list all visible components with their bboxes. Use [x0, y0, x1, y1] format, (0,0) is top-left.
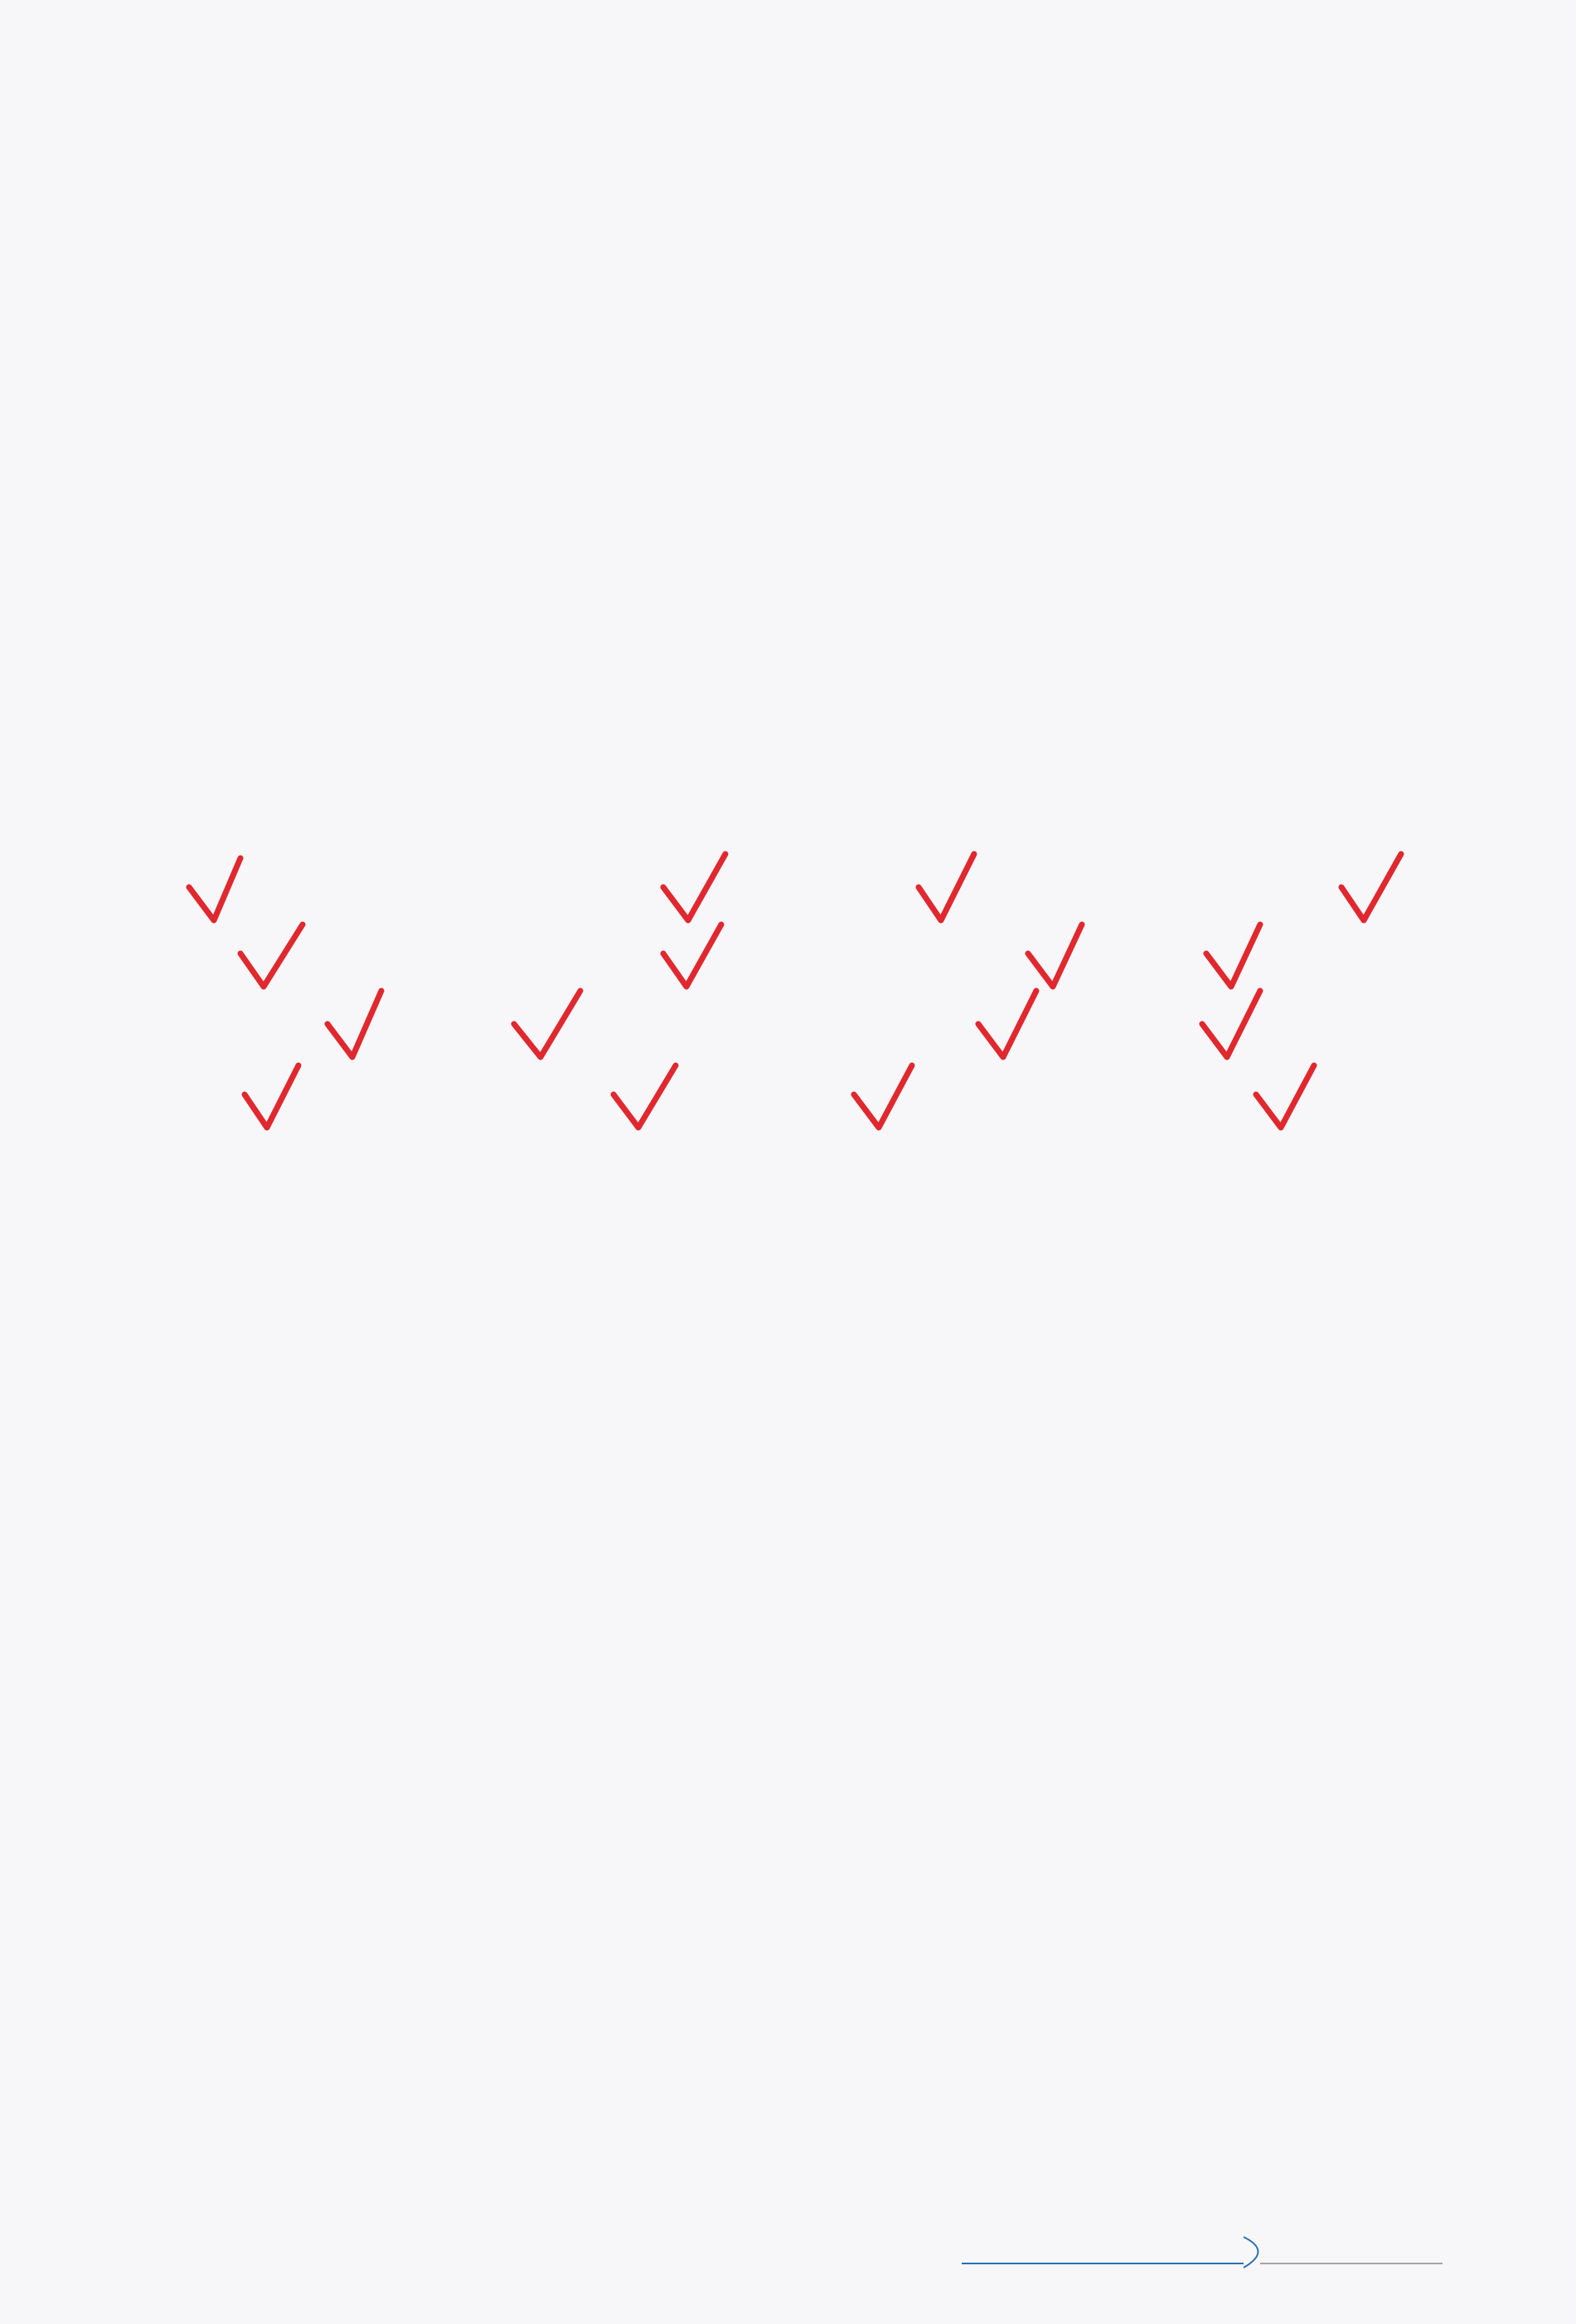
check-mark: [327, 991, 381, 1057]
check-mark: [663, 924, 721, 987]
check-mark: [854, 1065, 912, 1128]
check-mark: [978, 991, 1036, 1057]
check-mark: [1202, 991, 1260, 1057]
footer-decoration: [962, 2222, 1509, 2280]
check-mark: [1028, 924, 1082, 987]
check-mark: [663, 854, 725, 920]
check-mark: [1256, 1065, 1314, 1128]
check-mark: [1341, 854, 1401, 920]
footer: [962, 2222, 1509, 2280]
check-mark: [1206, 924, 1260, 987]
check-mark: [514, 991, 580, 1057]
check-mark: [613, 1065, 676, 1128]
check-mark: [245, 1065, 298, 1128]
check-mark: [240, 924, 303, 987]
check-mark: [189, 858, 240, 920]
check-marks-layer: [0, 0, 1576, 1161]
check-mark: [919, 854, 974, 920]
